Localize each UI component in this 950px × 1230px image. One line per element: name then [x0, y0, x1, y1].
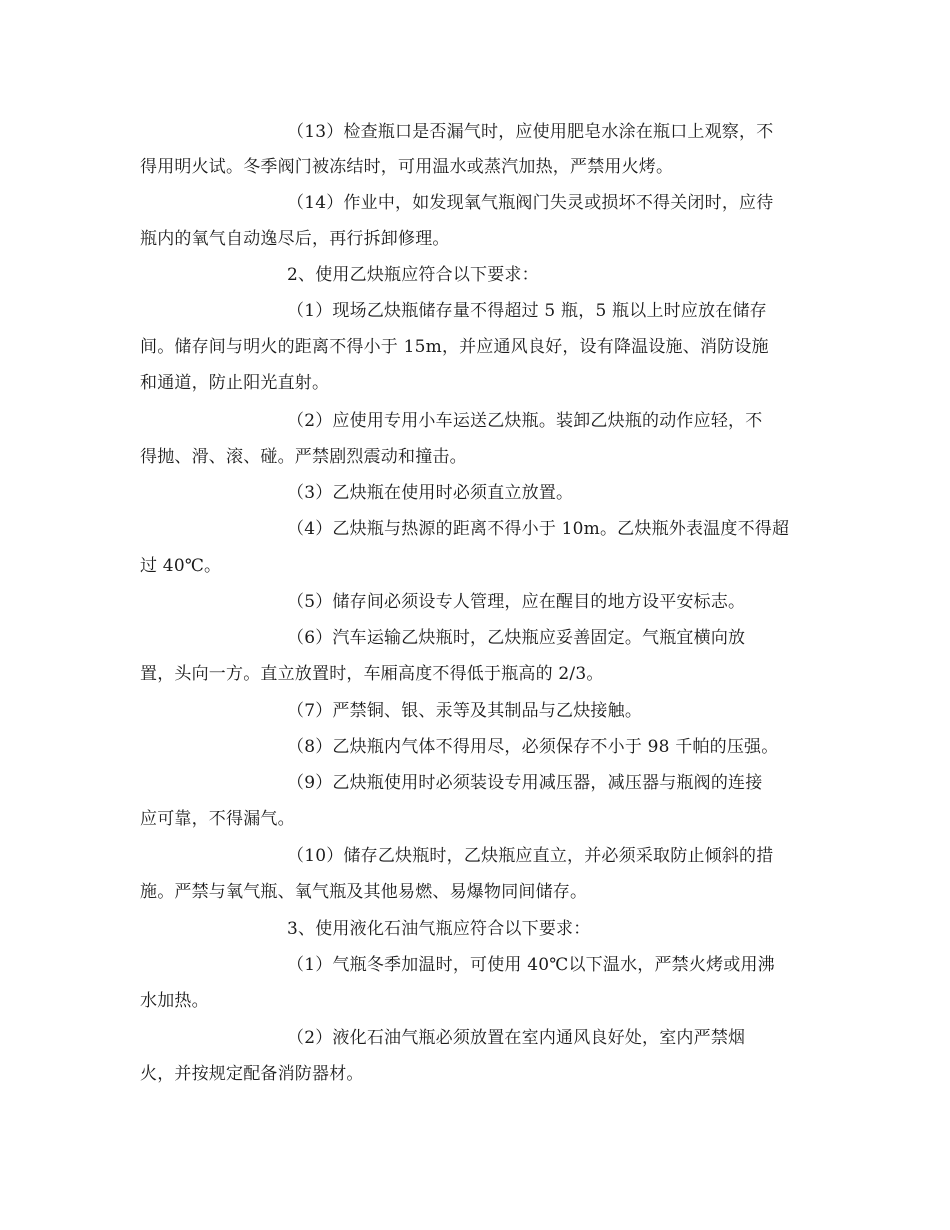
lpg-item-2-line-1: （2）液化石油气瓶必须放置在室内通风良好处，室内严禁烟	[287, 1028, 746, 1048]
item-2-line-1: （2）应使用专用小车运送乙炔瓶。装卸乙炔瓶的动作应轻，不	[287, 411, 763, 431]
paragraph-14-line-2: 瓶内的氧气自动逸尽后，再行拆卸修理。	[140, 229, 450, 249]
item-10-line-2: 施。严禁与氧气瓶、氧气瓶及其他易燃、易爆物同间储存。	[140, 882, 588, 902]
item-6-line-1: （6）汽车运输乙炔瓶时，乙炔瓶应妥善固定。气瓶宜横向放	[287, 628, 746, 648]
item-1-line-2: 间。储存间与明火的距离不得小于 15m，并应通风良好，设有降温设施、消防设施	[140, 337, 769, 357]
item-10-line-1: （10）储存乙炔瓶时，乙炔瓶应直立，并必须采取防止倾斜的措	[287, 846, 774, 866]
section-3-heading: 3、使用液化石油气瓶应符合以下要求：	[287, 919, 591, 939]
section-2-heading: 2、使用乙炔瓶应符合以下要求：	[287, 265, 539, 285]
item-4-line-2: 过 40℃。	[140, 556, 222, 576]
item-1-line-1: （1）现场乙炔瓶储存量不得超过 5 瓶，5 瓶以上时应放在储存	[287, 301, 767, 321]
item-5-line-1: （5）储存间必须设专人管理，应在醒目的地方设平安标志。	[287, 592, 746, 612]
paragraph-13-line-2: 得用明火试。冬季阀门被冻结时，可用温水或蒸汽加热，严禁用火烤。	[140, 157, 674, 177]
item-7-line-1: （7）严禁铜、银、汞等及其制品与乙炔接触。	[287, 701, 643, 721]
item-3-line-1: （3）乙炔瓶在使用时必须直立放置。	[287, 483, 574, 503]
item-8-line-1: （8）乙炔瓶内气体不得用尽，必须保存不小于 98 千帕的压强。	[287, 737, 779, 757]
item-2-line-2: 得抛、滑、滚、碰。严禁剧烈震动和撞击。	[140, 447, 467, 467]
paragraph-13-line-1: （13）检查瓶口是否漏气时，应使用肥皂水涂在瓶口上观察，不	[287, 122, 774, 142]
item-9-line-2: 应可靠，不得漏气。	[140, 809, 295, 829]
paragraph-14-line-1: （14）作业中，如发现氧气瓶阀门失灵或损坏不得关闭时，应待	[287, 193, 774, 213]
item-1-line-3: 和通道，防止阳光直射。	[140, 373, 330, 393]
lpg-item-1-line-1: （1）气瓶冬季加温时，可使用 40℃以下温水，严禁火烤或用沸	[287, 955, 775, 975]
lpg-item-1-line-2: 水加热。	[140, 991, 209, 1011]
item-4-line-1: （4）乙炔瓶与热源的距离不得小于 10m。乙炔瓶外表温度不得超	[287, 519, 790, 539]
item-9-line-1: （9）乙炔瓶使用时必须装设专用减压器，减压器与瓶阀的连接	[287, 773, 763, 793]
lpg-item-2-line-2: 火，并按规定配备消防器材。	[140, 1064, 364, 1084]
item-6-line-2: 置，头向一方。直立放置时，车厢高度不得低于瓶高的 2/3。	[140, 664, 604, 684]
